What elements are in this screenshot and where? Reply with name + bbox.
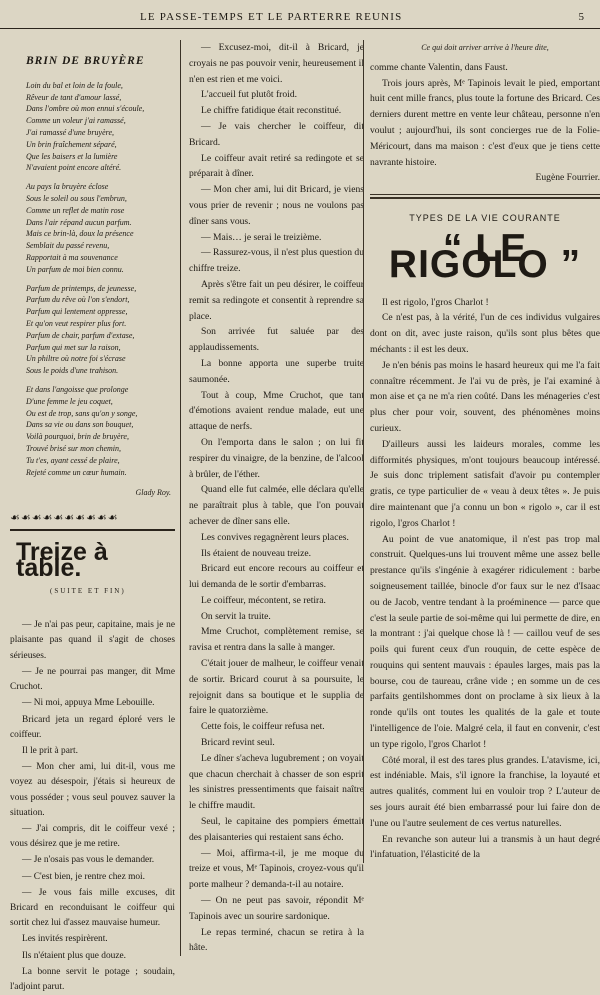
poem-line: Sous le soleil ou sous l'embrun, <box>26 193 127 203</box>
paragraph: Ils n'étaient plus que douze. <box>22 950 127 961</box>
paragraph: On l'emporta dans le salon ; on lui fit respirer du vinaigre, de la benzine, de l'alcool à brûler, de l'éther. <box>189 436 364 480</box>
section-heading: TYPES DE LA VIE COURANTE <box>409 213 561 224</box>
poem-line: Rêveur de tant d'amour lassé, <box>26 92 122 102</box>
paragraph: Bricard revint seul. <box>201 737 275 749</box>
poem-stanza <box>26 181 175 275</box>
paragraph: — Rassurez-vous, il n'est plus question du chiffre treize. <box>189 247 364 275</box>
poem-line: Dans sa vie ou dans son bouquet, <box>26 420 134 430</box>
story-signature: Eugène Fourrier. <box>535 172 600 184</box>
poem-line: Un philtre où notre foi s'écrase <box>26 354 126 364</box>
paragraph: — Ni moi, appuya Mme Lebouille. <box>22 698 155 709</box>
poem-title: BRIN DE BRUYÈRE <box>26 55 145 67</box>
paragraph: — Je n'ai pas peur, capitaine, mais je ne plaisante pas quand il s'agit de choses sérieuses. <box>10 620 175 661</box>
paragraph: comme chante Valentin, dans Faust. <box>370 61 508 73</box>
paragraph: — On ne peut pas savoir, répondit Mᵉ Tapinois avec un sourire sardonique. <box>189 895 364 922</box>
paragraph: Il est rigolo, l'gros Charlot ! <box>382 296 489 308</box>
poem-line: Et qu'on veut respirer plus fort. <box>26 318 127 328</box>
poem-line: Tu t'es, ayant cessé de plaire, <box>26 455 120 465</box>
paragraph: Mme Cruchot, complètement remise, se ravisa et rentra dans la salle à manger. <box>189 626 364 654</box>
poem-body <box>26 80 175 479</box>
poem-line: Et dans l'angoisse que prolonge <box>26 384 129 394</box>
running-title: LE PASSE-TEMPS ET LE PARTERRE REUNIS <box>140 11 403 23</box>
paragraph: Le coiffeur avait retiré sa redingote et se préparait à dîner. <box>189 152 364 180</box>
paragraph: — Je n'osais pas vous le demander. <box>22 855 155 866</box>
paragraph: Bricard jeta un regard éploré vers le coiffeur. <box>10 714 175 740</box>
paragraph: Après s'être fait un peu désirer, le coiffeur remit sa redingote et consentit à reprendre sa place. <box>189 278 364 322</box>
poem-stanza <box>26 80 175 174</box>
paragraph: C'était jouer de malheur, le coiffeur venait de sortir. Bricard courut à sa poursuite, le rejoignit dans sa boutique et le supplia de faire le quatorzième. <box>189 658 364 717</box>
ornament-divider: ☙☙☙☙☙☙☙☙☙☙ <box>10 511 175 531</box>
poem-line: Voilà pourquoi, brin de bruyère, <box>26 432 129 442</box>
poem-line: Dans l'air répand aucun parfum. <box>26 217 132 227</box>
paragraph: Son arrivée fut saluée par des applaudissements. <box>189 326 364 354</box>
story-subtitle: (SUITE ET FIN) <box>50 587 126 596</box>
paragraph: La bonne servit le potage ; soudain, l'adjoint parut. <box>10 966 175 992</box>
paragraph: — Excusez-moi, dit-il à Bricard, je croyais ne pas pouvoir venir, heureusement il n'en est rien et me voici. <box>189 42 364 85</box>
paragraph: Les convives regagnèrent leurs places. <box>201 531 349 543</box>
paragraph: Cette fois, le coiffeur refusa net. <box>201 721 325 733</box>
paragraph: — J'ai compris, dit le coiffeur vexé ; vous désirez que je me retire. <box>10 823 175 850</box>
poem-line: Parfum qui met sur la raison, <box>26 342 121 352</box>
poem-line: Rapportait à ma souvenance <box>26 252 118 262</box>
article-body <box>370 295 600 864</box>
story-column-3 <box>370 60 600 171</box>
running-header <box>0 8 600 29</box>
paragraph: Le chiffre fatidique était reconstitué. <box>201 105 342 117</box>
paragraph: Tout à coup, Mme Cruchot, que tant d'émotions avaient rendue malade, eut une attaque de nerfs. <box>189 389 364 433</box>
paragraph: Le dîner s'acheva lugubrement ; on voyait que chacun cherchait à chasser de son esprit les sinistres pressentiments que faisait naître le chiffre maudit. <box>189 752 364 812</box>
poem-line: Loin du bal et loin de la foule, <box>26 80 123 90</box>
story-quote: Ce qui doit arriver arrive à l'heure dite, <box>421 43 549 52</box>
story-column-1 <box>10 618 175 995</box>
section-separator <box>370 194 600 199</box>
poem-line: Mais ce brin-là, doux la présence <box>26 229 134 239</box>
poem-line: Rejeté comme un cœur humain. <box>26 467 127 477</box>
paragraph: Côté moral, il est des tares plus grandes. L'atavisme, ici, est indéniable. Mais, s'il ignore la franchise, la loyauté et autres qualités, comment lui en vouloir trop ? L'auteur de ses jours aurait été bien embarrassé pour lui faire don de l'une ou l'autre seulement de ces vertus naturelles. <box>370 754 600 829</box>
paragraph: Au point de vue anatomique, il n'est pas trop mal construit. Quelques-uns lui trouvent même une assez belle prestance qu'ils s'ingénie à exagérer ridiculement : barbe soigneusement taillée, binocle d'or faux sur le nez d'Isaac ou de Jacob, ventre tendant à la proéminence — parce que c'est la seule partie de soi-même qui lui permette de dire, en la montrant : j'ai quelque chose là ! — caillou veuf de ses poils qui furent ceux d'un rouquin, de cette espèce de rouquins qui sentent mauvais : épaules larges, mais pas la bourse, cou de taureau, crâne vide ; en somme un de ces parfaits gentilshommes dont on proclame à six lieux à la ronde qu'ils ont toutes les qualités de la gale et toute l'intelligence de l'oie. Malgré cela, il faut en convenir, c'est un type rigolo, l'gros Charlot ! <box>370 533 600 750</box>
paragraph: L'accueil fut plutôt froid. <box>201 89 298 101</box>
poem-signature: Glady Roy. <box>135 488 171 498</box>
poem-line: Parfum qui lentement oppresse, <box>26 307 128 317</box>
paragraph: En revanche son auteur lui a transmis à un haut degré l'infatuation, l'élasticité de la <box>370 833 600 861</box>
paragraph: Trois jours après, Mᵉ Tapinois levait le pied, emportant huit cent mille francs, plus toute la fortune des Bricard. Ces derniers durent mettre en vente leur château, personne n'en voulut ; aujourd'hui, ils sont concierges rue de la Folie-Méricourt, dans ma maison : c'est d'eux que je tiens cette navrante histoire. <box>370 77 600 168</box>
poem-line: Comme un voleur j'ai ramassé, <box>26 116 126 126</box>
paragraph: On servit la truite. <box>201 610 271 622</box>
column-left <box>10 40 175 995</box>
poem-line: Comme un reflet de matin rose <box>26 205 125 215</box>
poem-line: Dans l'ombre où mon ennui s'écoule, <box>26 104 145 114</box>
poem-line: Parfum du rêve où l'on s'endort, <box>26 295 130 305</box>
paragraph: Le coiffeur, mécontent, se retira. <box>201 594 326 606</box>
poem-line: N'avaient point encore altéré. <box>26 163 122 173</box>
paragraph: La bonne apporta une superbe truite saumonée. <box>189 357 364 385</box>
column-right <box>363 40 600 863</box>
paragraph: — C'est bien, je rentre chez moi. <box>22 871 146 882</box>
paragraph: Le repas terminé, chacun se retira à la hâte. <box>189 926 364 954</box>
paragraph: Ils étaient de nouveau treize. <box>201 547 312 559</box>
paragraph: — Je vous fais mille excuses, dit Bricard en reconduisant le coiffeur qui sortit chez lui d'assez mauvaise humeur. <box>10 887 175 929</box>
paragraph: Il le prit à part. <box>22 745 78 756</box>
poem-line: Ou est de trop, sans qu'on y songe, <box>26 408 138 418</box>
poem-line: J'ai ramassé d'une bruyère, <box>26 127 114 137</box>
paragraph: — Mon cher ami, lui dit-il, vous me voyez au désespoir, j'étais si heureux de vous posséder ; vous seul pouvez sauver la situation. <box>10 762 175 818</box>
poem-stanza <box>26 384 175 478</box>
column-middle <box>180 40 364 956</box>
story-title: Treize à table. <box>16 537 108 582</box>
poem-line: Semblait du passé revenu, <box>26 241 110 251</box>
poem-line: Un brin fraîchement séparé, <box>26 139 117 149</box>
poem-line: Trouvé brisé sur mon chemin, <box>26 443 122 453</box>
paragraph: — Mais… je serai le treizième. <box>201 231 322 243</box>
page-number: 5 <box>578 11 584 23</box>
poem-line: D'une femme le jeu coquet, <box>26 396 113 406</box>
story-column-2 <box>189 40 364 956</box>
paragraph: Seul, le capitaine des pompiers émettait des plaisanteries qui restaient sans écho. <box>189 816 364 843</box>
poem-line: Parfum de printemps, de jeunesse, <box>26 283 137 293</box>
poem-line: Parfum de chair, parfum d'extase, <box>26 330 135 340</box>
paragraph: — Moi, affirma-t-il, je me moque du treize et vous, Mᵉ Tapinois, croyez-vous qu'il porte malheur ? demanda-t-il au notaire. <box>189 847 364 891</box>
paragraph: D'ailleurs aussi les laideurs morales, comme les difformités physiques, m'ont toujours beaucoup intéressé. Je suis donc triplement satisfait d'avoir pu contempler gratis, ce type particulier de « veau à deux têtes ». Je puis dire maintenant que j'a connu un bon « rigolo », car il est rigolo, l'gros Charlot ! <box>370 438 600 529</box>
poem-line: Que les baisers et la lumière <box>26 151 118 161</box>
paragraph: — Mon cher ami, lui dit Bricard, je viens vous prier de revenir ; nous ne voulons pas dîner sans vous. <box>189 184 364 227</box>
poem-line: Un parfum de moi bien connu. <box>26 264 124 274</box>
paragraph: — Je ne pourrai pas manger, dit Mme Cruchot. <box>10 666 175 693</box>
paragraph: Quand elle fut calmée, elle déclara qu'elle ne paraîtrait plus à table, que l'on pouvait achever de dîner sans elle. <box>189 484 364 527</box>
paragraph: Ce n'est pas, à la vérité, l'un de ces individus vulgaires dont on dit, avec juste raison, qu'ils sont plus bêtes que méchants : il est les deux. <box>370 312 600 355</box>
paragraph: Les invités respirèrent. <box>22 934 108 945</box>
paragraph: Bricard eut encore recours au coiffeur et lui demanda de le sortir d'embarras. <box>189 563 364 591</box>
poem-line: Au pays la bruyère éclose <box>26 182 109 192</box>
article-title: “ LE RIGOLO ” <box>388 226 582 286</box>
poem-line: Sous le poids d'une trahison. <box>26 366 119 376</box>
paragraph: — Je vais chercher le coiffeur, dit Bricard. <box>189 120 364 148</box>
paragraph: Je n'en bénis pas moins le hasard heureux qui me l'a fait connaître récemment. Je l'ai vu de près, je l'ai examiné à mon aise et ça ne m'a rien coûté. Dans les ménageries c'est plus cher pour voir, souvent, des phénomènes moins curieux. <box>370 359 600 434</box>
poem-stanza <box>26 283 175 377</box>
